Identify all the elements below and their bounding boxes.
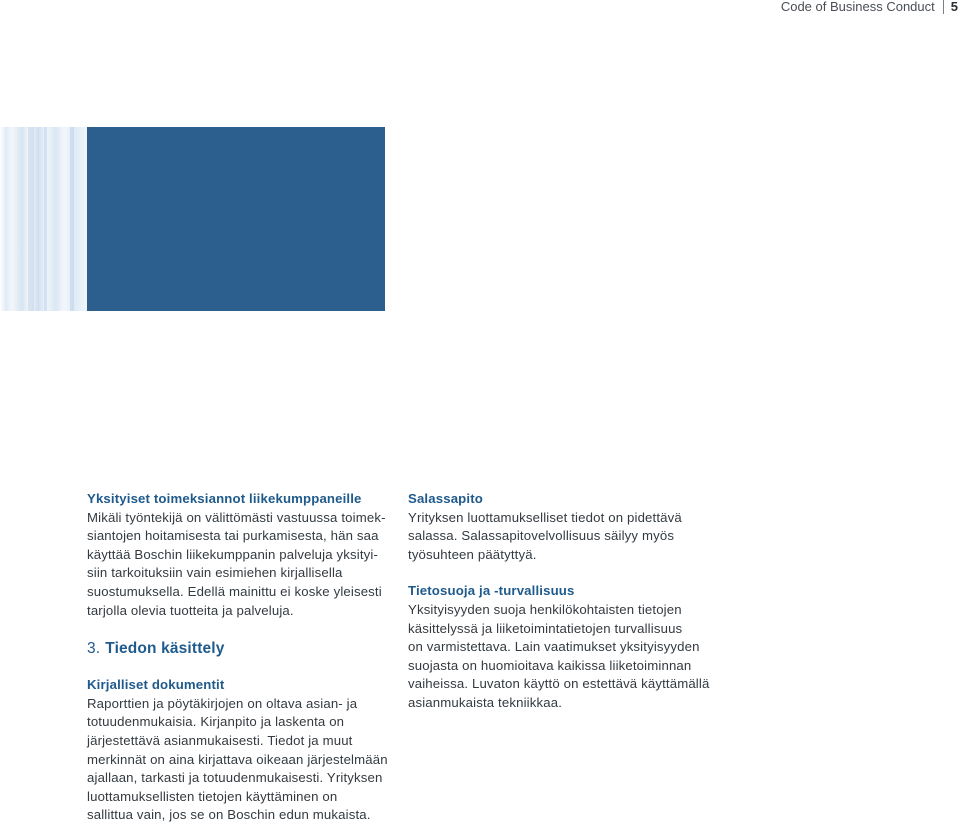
text-line: on varmistettava. Lain vaatimukset yksityisyyden [408,639,700,655]
text-line: Raporttien ja pöytäkirjojen on oltava asian- ja [87,695,358,711]
text-line: siantojen hoitamisesta tai purkamisesta, hän saa [87,528,379,544]
page-number: 5 [950,0,958,14]
document-title: Code of Business Conduct [781,0,944,14]
right-column [408,490,718,713]
text-line: Yrityksen luottamukselliset tiedot on pidettävä [408,509,682,525]
paragraph-written-documents [87,695,392,825]
text-line: ajallaan, tarkasti ja totuudenmukaisesti. Yrityksen [87,770,383,786]
paragraph-private-dealings [87,509,392,621]
text-line: totuudenmukaisia. Kirjanpito ja laskenta on [87,714,345,730]
page-header [781,0,960,14]
text-line: merkinnät on aina kirjattava oikeaan järjestelmään [87,751,388,767]
text-line: Mikäli työntekijä on välittömästi vastuussa toimek- [87,509,386,525]
text-line: käyttää Boschin liikekumppanin palveluja yksityi- [87,546,379,562]
text-line: sallittua vain, jos se on Boschin edun mukaista. [87,807,371,823]
text-line: suojasta on huomioitava kaikissa liiketoiminnan [408,657,692,673]
paragraph-data-protection [408,601,718,713]
subheading-private-dealings: Yksityiset toimeksiannot liikekumppaneille [87,491,362,506]
text-line: Yksityisyyden suoja henkilökohtaisten tietojen [408,601,682,617]
subheading-written-documents: Kirjalliset dokumentit [87,677,225,693]
paragraph-confidentiality [408,509,718,565]
text-line: käsittelyssä ja liiketoimintatietojen turvallisuus [408,620,683,636]
section-title: Tiedon käsittely [105,640,225,658]
text-line: luottamuksellisten tietojen käyttäminen on [87,788,338,804]
text-line: tarjolla olevia tuotteita ja palveluja. [87,602,294,618]
decorative-bar [70,127,74,311]
section-number: 3. [87,640,101,658]
subheading-data-protection: Tietosuoja ja -turvallisuus [408,583,575,599]
left-column [87,490,392,825]
decorative-bar [44,127,47,311]
text-line: salassa. Salassapitovelvollisuus säilyy myös [408,528,675,544]
text-line: suostumuksella. Edellä mainittu ei koske yleisesti [87,583,382,599]
text-line: järjestettävä asianmukaisesti. Tiedot ja muut [87,732,353,748]
section-heading [87,638,392,660]
text-line: vaiheissa. Luvaton käyttö on estettävä käyttämällä [408,676,710,692]
subheading-confidentiality: Salassapito [408,491,483,506]
text-line: siin tarkoituksiin vain esimiehen kirjallisella [87,565,343,581]
decorative-bar [28,127,34,311]
decorative-blue-block [87,127,385,311]
text-line: asianmukaista tekniikkaa. [408,694,563,710]
text-line: työsuhteen päätyttyä. [408,546,537,562]
